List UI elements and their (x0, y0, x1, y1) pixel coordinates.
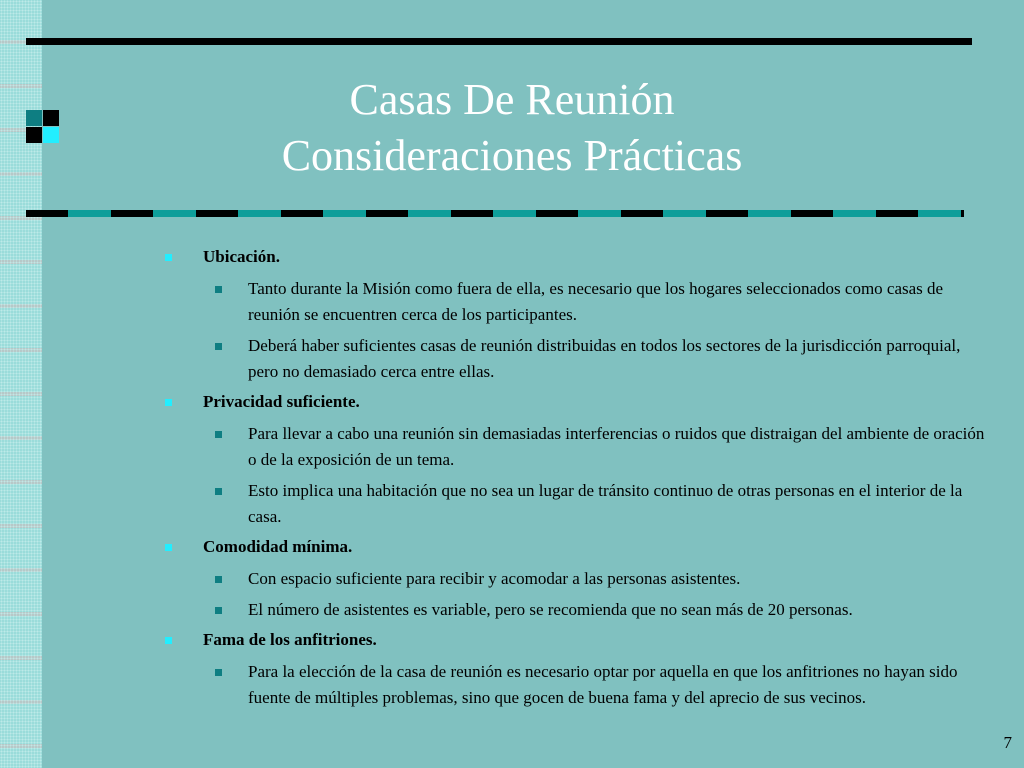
section-heading (0, 628, 1024, 652)
square-bullet-icon (215, 343, 222, 350)
list-item-text: Esto implica una habitación que no sea un lugar de tránsito continuo de otras personas en el interior de la casa. (248, 481, 963, 526)
square-bullet-icon (165, 399, 172, 406)
list-item-text: Para la elección de la casa de reunión es necesario optar por aquella en que los anfitriones no hayan sido fuente de múltiples problemas, sino que gocen de buena fama y del aprecio de sus vecinos. (248, 662, 958, 707)
section-heading (0, 390, 1024, 414)
page-number: 7 (1003, 733, 1012, 752)
list-item-text: Para llevar a cabo una reunión sin demasiadas interferencias o ruidos que distraigan del ambiente de oración o de la exposición de un tema. (248, 424, 985, 469)
list-item-text: Con espacio suficiente para recibir y acomodar a las personas asistentes. (248, 569, 741, 588)
section-heading-text: Comodidad mínima. (203, 537, 353, 556)
dashed-rule (26, 210, 964, 217)
list-item-text: Tanto durante la Misión como fuera de ella, es necesario que los hogares seleccionados como casas de reunión se encuentren cerca de los participantes. (248, 279, 944, 324)
square-bullet-icon (215, 669, 222, 676)
square-bullet-icon (165, 637, 172, 644)
title-line-2: Consideraciones Prácticas (281, 131, 743, 180)
slide-content (0, 245, 1024, 716)
section-heading-text: Privacidad suficiente. (203, 392, 360, 411)
section-heading (0, 245, 1024, 269)
section-heading-text: Ubicación. (203, 247, 280, 266)
square-bullet-icon (215, 576, 222, 583)
list-item-text: Deberá haber suficientes casas de reunión distribuidas en todos los sectores de la jurisdicción parroquial, pero no demasiado cerca entre ellas. (248, 336, 961, 381)
list-item (0, 566, 1024, 592)
list-item-text: El número de asistentes es variable, pero se recomienda que no sean más de 20 personas. (248, 600, 853, 619)
square-bullet-icon (215, 607, 222, 614)
list-item (0, 597, 1024, 623)
list-item (0, 478, 1024, 530)
list-item (0, 333, 1024, 385)
section-heading (0, 535, 1024, 559)
square-bullet-icon (215, 431, 222, 438)
square-bullet-icon (215, 286, 222, 293)
square-bullet-icon (165, 254, 172, 261)
square-bullet-icon (165, 544, 172, 551)
list-item (0, 659, 1024, 711)
title-line-1: Casas De Reunión (349, 75, 675, 124)
top-rule (26, 38, 972, 45)
list-item (0, 276, 1024, 328)
section-heading-text: Fama de los anfitriones. (203, 630, 377, 649)
slide-title (0, 72, 1024, 184)
square-bullet-icon (215, 488, 222, 495)
list-item (0, 421, 1024, 473)
